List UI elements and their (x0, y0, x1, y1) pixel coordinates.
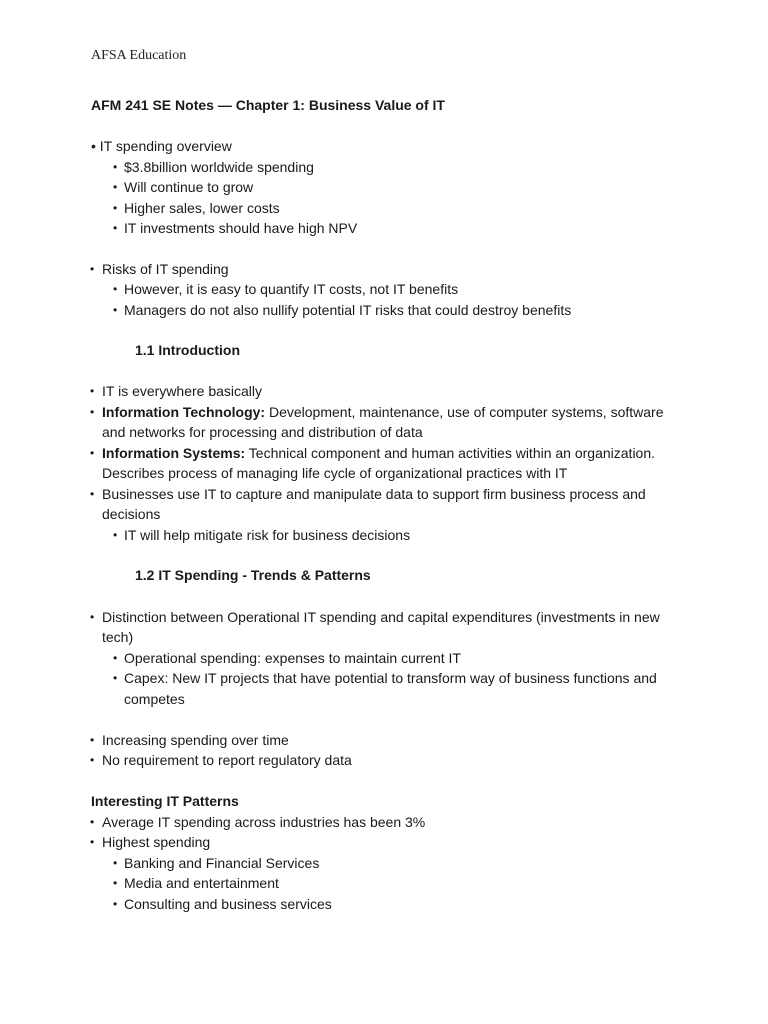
list-item (102, 443, 655, 464)
bullet-icon: • (113, 897, 118, 911)
list-item-continuation: Describes process of managing life cycle of organizational practices with IT (102, 465, 568, 481)
bullet-icon: • (90, 610, 95, 624)
bullet-icon: • (113, 221, 118, 235)
bullet-glyph: • (91, 138, 96, 154)
list-item (102, 402, 663, 423)
list-item-continuation: competes (124, 691, 185, 707)
list-item-continuation: and networks for processing and distribution of data (102, 424, 423, 440)
list-item: IT investments should have high NPV (124, 220, 358, 236)
bullet-icon: • (113, 528, 118, 542)
list-item: Banking and Financial Services (124, 855, 320, 871)
list-item-continuation: decisions (102, 506, 161, 522)
list-item: Consulting and business services (124, 896, 332, 912)
bullet-icon: • (113, 201, 118, 215)
bullet-icon: • (113, 856, 118, 870)
bullet-icon: • (113, 671, 118, 685)
bullet-icon: • (113, 876, 118, 890)
list-item (91, 136, 232, 157)
bullet-icon: • (90, 753, 95, 767)
section-heading-trends: 1.2 IT Spending - Trends & Patterns (135, 567, 371, 583)
list-item: Average IT spending across industries has been 3% (102, 814, 426, 830)
list-item: Businesses use IT to capture and manipulate data to support firm business process and (102, 486, 646, 502)
section-heading-patterns: Interesting IT Patterns (91, 793, 239, 809)
list-item: Risks of IT spending (102, 261, 229, 277)
section-heading-introduction: 1.1 Introduction (135, 342, 240, 358)
bullet-icon: • (113, 303, 118, 317)
definition-text: Development, maintenance, use of computer systems, software (265, 404, 664, 420)
term-it: Information Technology: (102, 404, 266, 420)
list-item: Increasing spending over time (102, 732, 289, 748)
bullet-icon: • (90, 815, 95, 829)
list-item-text: IT spending overview (99, 138, 232, 154)
definition-text: Technical component and human activities within an organization. (245, 445, 656, 461)
bullet-icon: • (90, 446, 95, 460)
bullet-icon: • (90, 733, 95, 747)
bullet-icon: • (113, 282, 118, 296)
document-title: AFM 241 SE Notes — Chapter 1: Business Value of IT (91, 97, 445, 113)
list-item: Higher sales, lower costs (124, 200, 280, 216)
list-item: However, it is easy to quantify IT costs, not IT benefits (124, 281, 459, 297)
bullet-icon: • (90, 487, 95, 501)
list-item: Managers do not also nullify potential IT risks that could destroy benefits (124, 302, 572, 318)
bullet-icon: • (113, 651, 118, 665)
list-item: Operational spending: expenses to maintain current IT (124, 650, 461, 666)
bullet-icon: • (90, 835, 95, 849)
list-item: Will continue to grow (124, 179, 254, 195)
list-item: IT is everywhere basically (102, 383, 263, 399)
list-item: Distinction between Operational IT spending and capital expenditures (investments in new (102, 609, 660, 625)
bullet-icon: • (113, 160, 118, 174)
list-item: Capex: New IT projects that have potential to transform way of business functions and (124, 670, 657, 686)
bullet-icon: • (90, 384, 95, 398)
bullet-icon: • (113, 180, 118, 194)
list-item: No requirement to report regulatory data (102, 752, 352, 768)
bullet-icon: • (90, 405, 95, 419)
list-item-continuation: tech) (102, 629, 134, 645)
list-item: $3.8billion worldwide spending (124, 159, 314, 175)
page-header: AFSA Education (91, 48, 187, 63)
term-is: Information Systems: (102, 445, 246, 461)
list-item: Highest spending (102, 834, 211, 850)
list-item: IT will help mitigate risk for business decisions (124, 527, 411, 543)
bullet-icon: • (90, 262, 95, 276)
list-item: Media and entertainment (124, 875, 279, 891)
